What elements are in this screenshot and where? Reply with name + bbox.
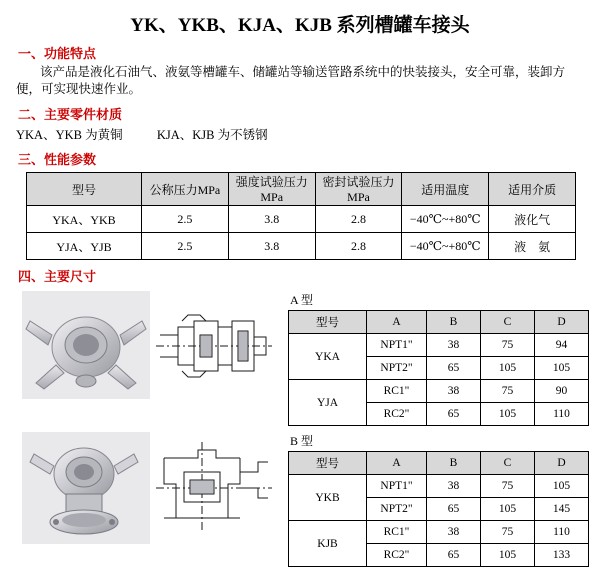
dimension-block-a <box>288 291 589 426</box>
dim-cell: 65 <box>427 544 481 567</box>
dim-cell: NPT2" <box>367 357 427 380</box>
photo-type-a <box>22 291 150 399</box>
dim-cell: 110 <box>535 521 589 544</box>
section-heading-features: 一、功能特点 <box>18 46 97 61</box>
dim-cell: 38 <box>427 475 481 498</box>
dim-cell: 38 <box>427 380 481 403</box>
dim-cell: 65 <box>427 403 481 426</box>
perf-cell: YJA、YJB <box>27 233 142 260</box>
dim-cell: NPT2" <box>367 498 427 521</box>
dim-cell: 105 <box>481 357 535 380</box>
perf-cell: 3.8 <box>228 206 315 233</box>
perf-col-strength-pressure: 强度试验压力MPa <box>228 173 315 206</box>
dim-cell: 105 <box>535 475 589 498</box>
drawing-type-b <box>154 432 274 540</box>
dim-cell: 38 <box>427 521 481 544</box>
dimension-block-b <box>288 432 589 567</box>
perf-cell: −40℃~+80℃ <box>402 233 489 260</box>
perf-cell: −40℃~+80℃ <box>402 206 489 233</box>
dim-cell: 145 <box>535 498 589 521</box>
dim-a-col-b: B <box>427 311 481 334</box>
perf-col-medium: 适用介质 <box>489 173 576 206</box>
materials-left: YKA、YKB 为黄铜 <box>16 128 123 142</box>
section-heading-performance: 三、性能参数 <box>18 152 97 167</box>
dim-cell: 65 <box>427 498 481 521</box>
dim-cell: 65 <box>427 357 481 380</box>
dim-cell: 105 <box>481 403 535 426</box>
document-page <box>0 10 600 561</box>
table-row <box>289 521 589 544</box>
figure-row-a <box>22 291 600 426</box>
dim-b-col-d: D <box>535 452 589 475</box>
materials-line <box>16 125 584 143</box>
perf-col-seal-pressure: 密封试验压力MPa <box>315 173 402 206</box>
perf-col-temperature: 适用温度 <box>402 173 489 206</box>
dim-a-col-model: 型号 <box>289 311 367 334</box>
table-header-row <box>27 173 576 206</box>
page-title: YK、YKB、KJA、KJB 系列槽罐车接头 <box>130 15 470 36</box>
table-header-row <box>289 452 589 475</box>
photo-type-b <box>22 432 150 544</box>
dim-cell: RC1" <box>367 380 427 403</box>
dim-cell: 75 <box>481 521 535 544</box>
dimension-table-a <box>288 310 589 426</box>
dim-a-col-d: D <box>535 311 589 334</box>
dim-cell: 90 <box>535 380 589 403</box>
table-row <box>27 233 576 260</box>
dim-a-col-c: C <box>481 311 535 334</box>
perf-cell: 2.5 <box>142 233 229 260</box>
dim-cell: 94 <box>535 334 589 357</box>
dim-b-col-a: A <box>367 452 427 475</box>
table-header-row <box>289 311 589 334</box>
materials-right: KJA、KJB 为不锈钢 <box>156 128 268 142</box>
dim-a-col-a: A <box>367 311 427 334</box>
page-footer-space <box>0 567 600 573</box>
table-row <box>27 206 576 233</box>
perf-cell: 液化气 <box>489 206 576 233</box>
dim-cell: 38 <box>427 334 481 357</box>
dim-cell: NPT1" <box>367 475 427 498</box>
dim-cell: 110 <box>535 403 589 426</box>
dim-cell: RC1" <box>367 521 427 544</box>
dim-cell: 105 <box>481 544 535 567</box>
perf-cell: 2.8 <box>315 233 402 260</box>
dim-b-group-model: KJB <box>289 521 367 567</box>
performance-table <box>26 172 576 260</box>
dim-cell: 75 <box>481 334 535 357</box>
dim-cell: 75 <box>481 475 535 498</box>
type-label-a: A 型 <box>290 293 314 307</box>
features-paragraph: 该产品是液化石油气、液氨等槽罐车、储罐站等输送管路系统中的快装接头，安全可靠，装卸方便，可实现快速作业。 <box>16 65 566 96</box>
perf-col-model: 型号 <box>27 173 142 206</box>
perf-cell: 2.5 <box>142 206 229 233</box>
perf-cell: 2.8 <box>315 206 402 233</box>
dim-a-group-model: YKA <box>289 334 367 380</box>
dim-b-group-model: YKB <box>289 475 367 521</box>
perf-cell: YKA、YKB <box>27 206 142 233</box>
figure-row-b <box>22 432 600 567</box>
dim-b-col-c: C <box>481 452 535 475</box>
dim-cell: 105 <box>535 357 589 380</box>
drawing-type-a <box>154 291 274 399</box>
table-row <box>289 380 589 403</box>
type-label-b: B 型 <box>290 434 314 448</box>
dim-cell: 75 <box>481 380 535 403</box>
dim-b-col-b: B <box>427 452 481 475</box>
table-row <box>289 475 589 498</box>
dim-cell: RC2" <box>367 544 427 567</box>
dim-cell: 105 <box>481 498 535 521</box>
dim-b-col-model: 型号 <box>289 452 367 475</box>
table-row <box>289 334 589 357</box>
perf-cell: 3.8 <box>228 233 315 260</box>
perf-col-nominal-pressure: 公称压力MPa <box>142 173 229 206</box>
section-heading-dimensions: 四、主要尺寸 <box>18 269 97 284</box>
dim-cell: RC2" <box>367 403 427 426</box>
dim-cell: NPT1" <box>367 334 427 357</box>
dimension-table-b <box>288 451 589 567</box>
dim-a-group-model: YJA <box>289 380 367 426</box>
section-heading-materials: 二、主要零件材质 <box>18 107 123 122</box>
perf-cell: 液 氨 <box>489 233 576 260</box>
dim-cell: 133 <box>535 544 589 567</box>
